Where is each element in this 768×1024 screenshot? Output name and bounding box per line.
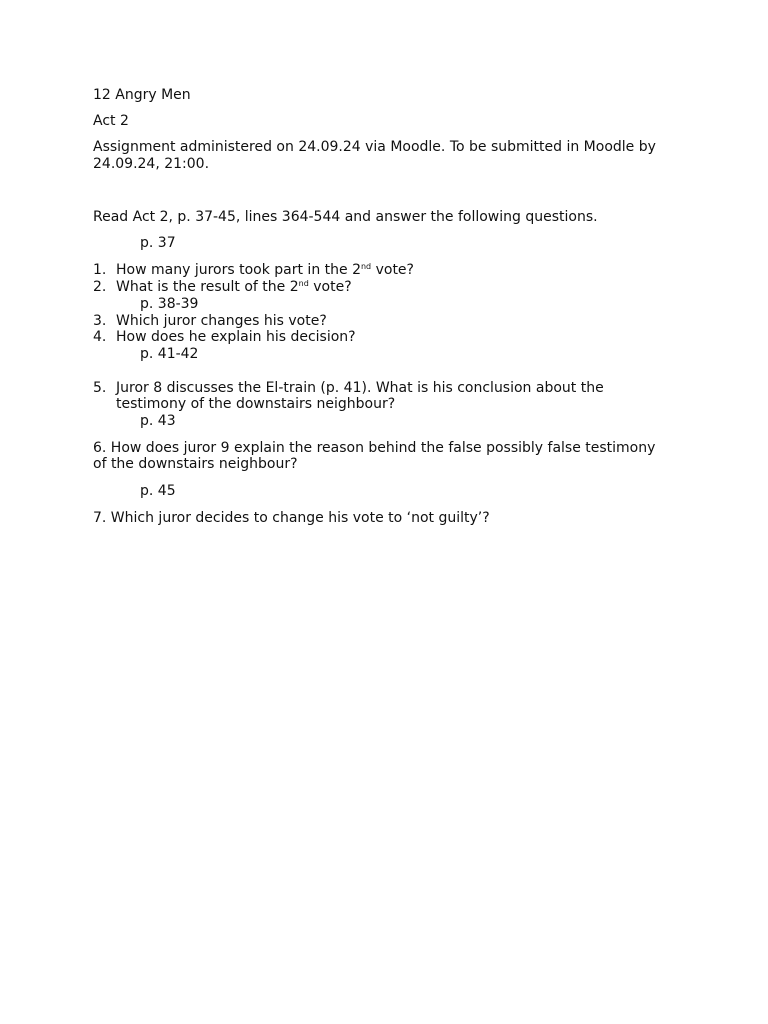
question-text-end: vote? xyxy=(308,279,352,295)
page-ref-43: p. 43 xyxy=(140,413,176,429)
superscript: nd xyxy=(298,279,309,288)
act-heading: Act 2 xyxy=(93,113,129,129)
question-number: 4. xyxy=(93,329,107,345)
question-text-line-1: Juror 8 discusses the El-train (p. 41). What is his conclusion about the xyxy=(116,380,604,396)
question-text-end: vote? xyxy=(371,262,414,278)
question-number: 2. xyxy=(93,279,107,295)
question-text: How does he explain his decision? xyxy=(116,329,356,345)
question-5 xyxy=(93,380,604,397)
question-2 xyxy=(93,279,352,296)
question-3 xyxy=(93,313,327,330)
page-ref-45: p. 45 xyxy=(140,483,176,499)
question-number: 1. xyxy=(93,262,107,278)
page-ref-38-39: p. 38-39 xyxy=(140,296,199,312)
page-ref-41-42: p. 41-42 xyxy=(140,346,199,362)
question-6-line-2: of the downstairs neighbour? xyxy=(93,456,298,472)
question-text: How many jurors took part in the 2 xyxy=(116,262,361,278)
instructions-text: Read Act 2, p. 37-45, lines 364-544 and answer the following questions. xyxy=(93,209,598,225)
question-6-line-1: 6. How does juror 9 explain the reason behind the false possibly false testimony xyxy=(93,440,656,456)
superscript: nd xyxy=(360,262,372,271)
assignment-line-2: 24.09.24, 21:00. xyxy=(93,156,210,172)
assignment-line-1: Assignment administered on 24.09.24 via Moodle. To be submitted in Moodle by xyxy=(93,139,656,155)
page-ref-37: p. 37 xyxy=(140,235,176,251)
question-text: What is the result of the 2 xyxy=(116,279,299,295)
question-4 xyxy=(93,329,356,346)
question-number: 3. xyxy=(93,313,107,329)
question-7: 7. Which juror decides to change his vote to ‘not guilty’? xyxy=(93,510,490,526)
question-number: 5. xyxy=(93,380,107,396)
question-text: Which juror changes his vote? xyxy=(116,313,327,329)
question-5-continuation: testimony of the downstairs neighbour? xyxy=(116,396,396,412)
document-title: 12 Angry Men xyxy=(93,87,191,103)
question-1 xyxy=(93,262,414,279)
